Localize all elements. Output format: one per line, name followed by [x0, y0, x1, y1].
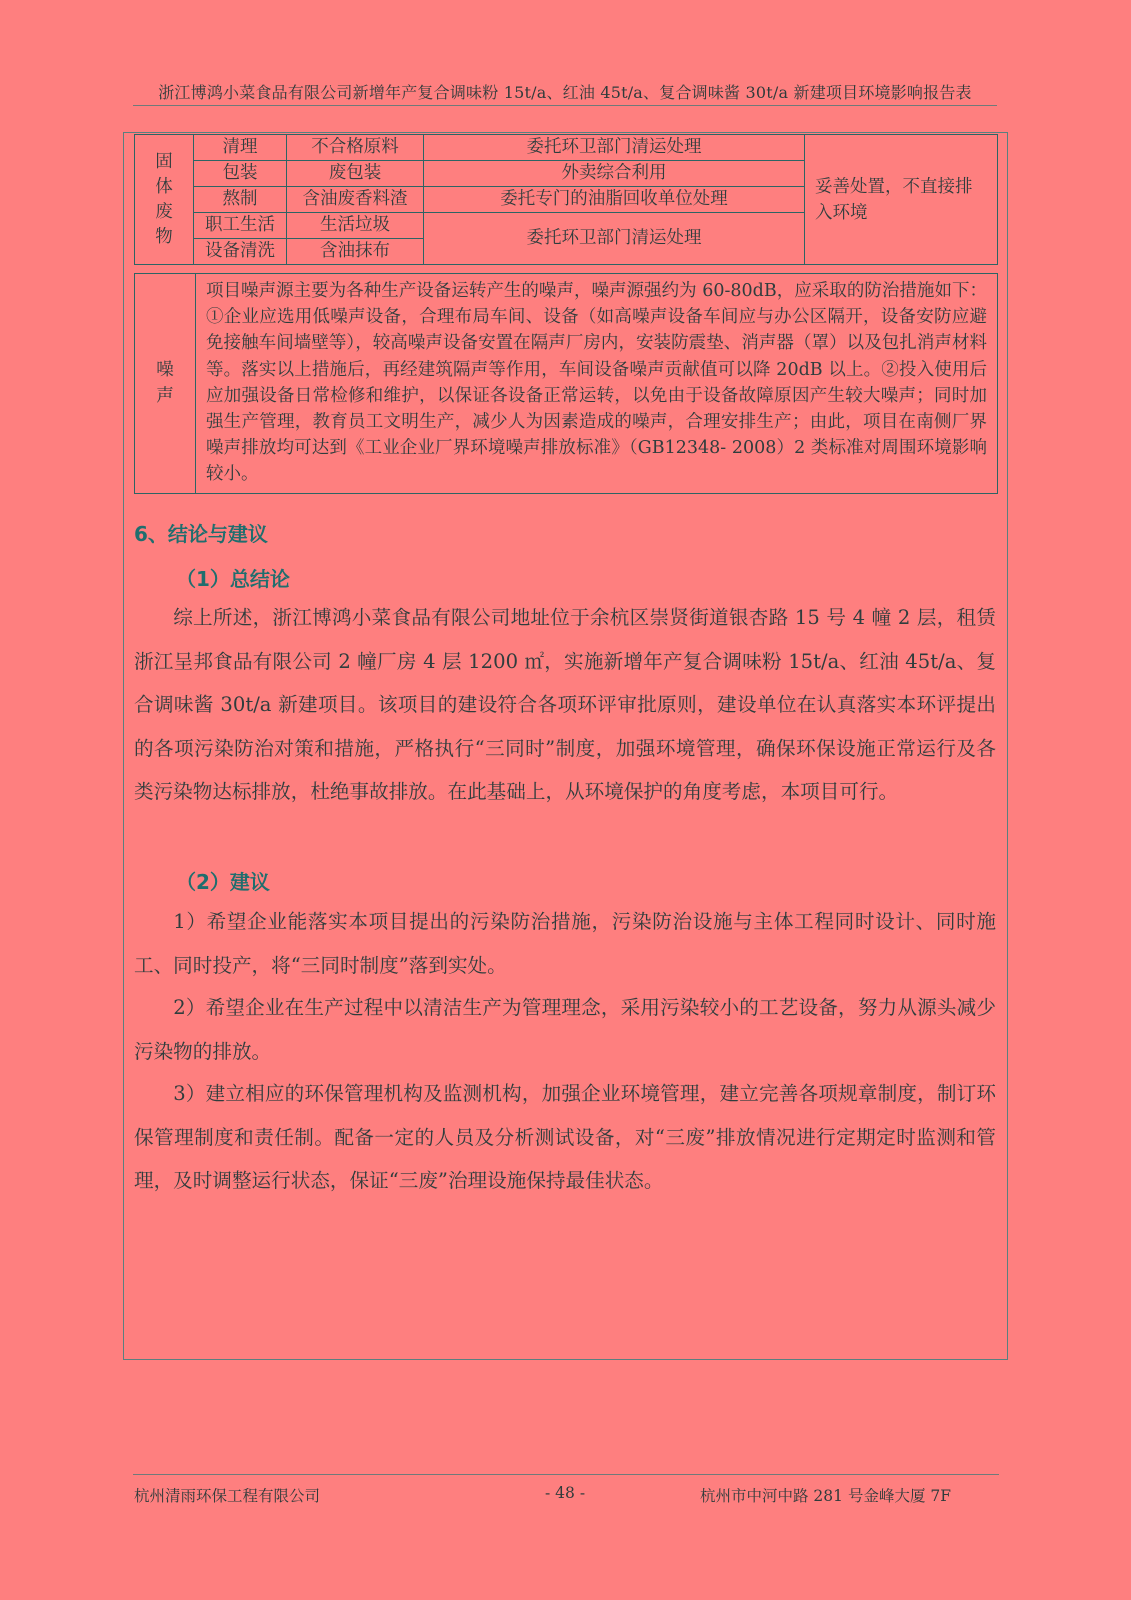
noise-table [134, 273, 998, 494]
waste-cell: 生活垃圾 [287, 213, 424, 239]
process-cell: 设备清洗 [194, 239, 287, 265]
disposal-cell: 外卖综合利用 [424, 161, 805, 187]
process-cell: 职工生活 [194, 213, 287, 239]
waste-cell: 含油废香料渣 [287, 187, 424, 213]
solid-waste-table [134, 134, 998, 265]
noise-category: 噪 声 [135, 274, 196, 494]
solid-waste-category: 固 体 废 物 [135, 135, 194, 265]
process-cell: 清理 [194, 135, 287, 161]
disposal-note: 妥善处置，不直接排入环境 [805, 135, 998, 265]
suggestion-3: 3）建立相应的环保管理机构及监测机构，加强企业环境管理，建立完善各项规章制度，制订环保管理制度和责任制。配备一定的人员及分析测试设备，对“三废”排放情况进行定期定时监测和管理，及时调整运行状态，保证“三废”治理设施保持最佳状态。 [134, 1082, 996, 1192]
suggestion-2: 2）希望企业在生产过程中以清洁生产为管理理念，采用污染较小的工艺设备，努力从源头减少污染物的排放。 [134, 996, 996, 1063]
waste-cell: 废包装 [287, 161, 424, 187]
process-cell: 熬制 [194, 187, 287, 213]
disposal-cell: 委托环卫部门清运处理 [424, 135, 805, 161]
table-row [135, 274, 998, 494]
page-header: 浙江博鸿小菜食品有限公司新增年产复合调味粉 15t/a、红油 45t/a、复合调味酱 30t/a 新建项目环境影响报告表 [158, 83, 972, 102]
waste-cell: 含油抹布 [287, 239, 424, 265]
footer-address: 杭州市中河中路 281 号金峰大厦 7F [700, 1487, 951, 1505]
subsection-title-suggestions: （2）建议 [176, 870, 270, 894]
suggestion-1: 1）希望企业能落实本项目提出的污染防治措施，污染防治设施与主体工程同时设计、同时施工、同时投产，将“三同时制度”落到实处。 [134, 910, 996, 977]
disposal-cell: 委托环卫部门清运处理 [424, 213, 805, 265]
subsection-title-conclusion: （1）总结论 [176, 567, 290, 591]
footer-company: 杭州清雨环保工程有限公司 [134, 1487, 321, 1505]
footer-rule [133, 1474, 999, 1475]
header-rule [133, 105, 997, 106]
table-row [135, 135, 998, 161]
disposal-cell: 委托专门的油脂回收单位处理 [424, 187, 805, 213]
page-number: - 48 - [545, 1484, 586, 1502]
process-cell: 包装 [194, 161, 287, 187]
conclusion-paragraph: 综上所述，浙江博鸿小菜食品有限公司地址位于余杭区崇贤街道银杏路 15 号 4 幢 2 层，租赁浙江呈邦食品有限公司 2 幢厂房 4 层 1200 ㎡，实施新增年产复合调味粉 15t/a、红油 45t/a、复合调味酱 30t/a 新建项目。该项目的建设符合各项环评审批原则，建设单位在认真落实本环评提出的各项污染防治对策和措施，严格执行“三同时”制度，加强环境管理，确保环保设施正常运行及各类污染物达标排放，杜绝事故排放。在此基础上，从环境保护的角度考虑，本项目可行。 [134, 606, 996, 803]
section-title: 6、结论与建议 [134, 522, 268, 546]
noise-description: 项目噪声源主要为各种生产设备运转产生的噪声，噪声源强约为 60-80dB，应采取的防治措施如下：①企业应选用低噪声设备，合理布局车间、设备（如高噪声设备车间应与办公区隔开，设备安防应避免接触车间墙壁等），较高噪声设备安置在隔声厂房内，安装防震垫、消声器（罩）以及包扎消声材料等。落实以上措施后，再经建筑隔声等作用，车间设备噪声贡献值可以降 20dB 以上。②投入使用后应加强设备日常检修和维护，以保证各设备正常运转，以免由于设备故障原因产生较大噪声；同时加强生产管理，教育员工文明生产，减少人为因素造成的噪声，合理安排生产；由此，项目在南侧厂界噪声排放均可达到《工业企业厂界环境噪声排放标准》（GB12348- 2008）2 类标准对周围环境影响较小。 [196, 274, 998, 494]
waste-cell: 不合格原料 [287, 135, 424, 161]
